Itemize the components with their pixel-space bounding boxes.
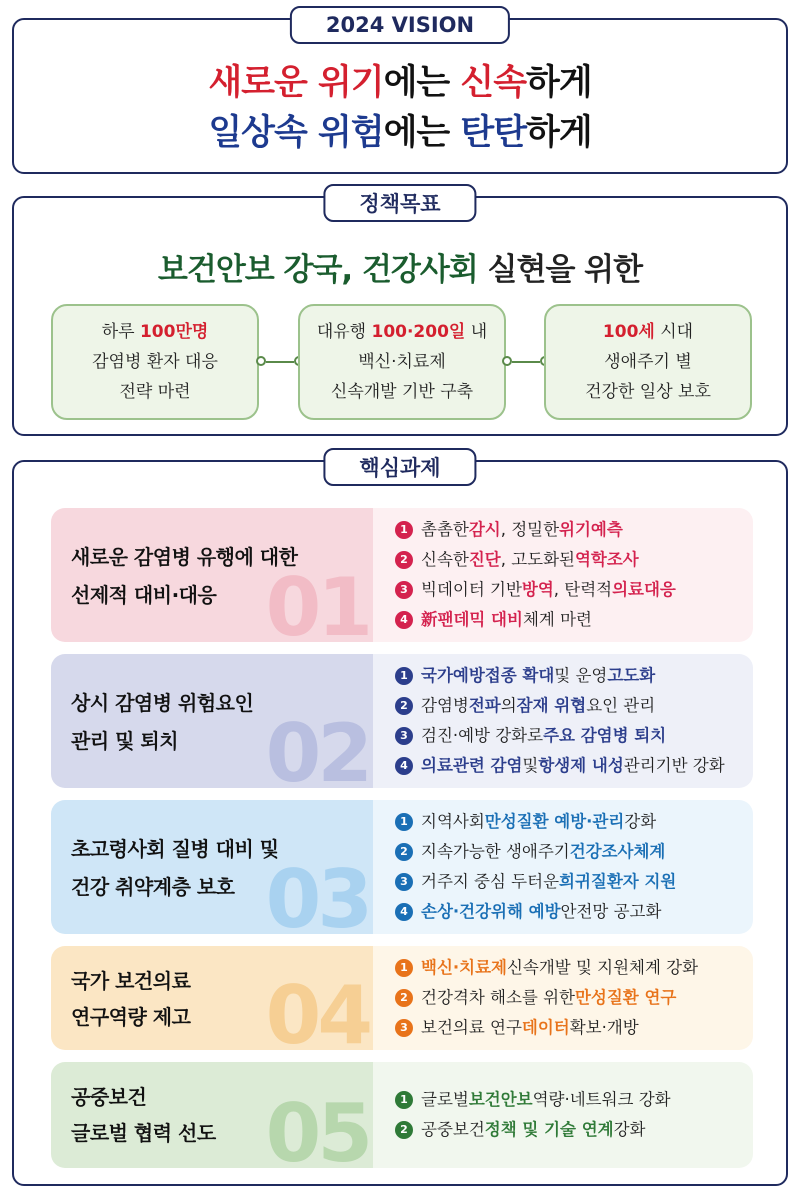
task-items-list bbox=[373, 1062, 753, 1168]
item-text: , 탄력적 bbox=[553, 580, 613, 599]
connector-line bbox=[512, 361, 540, 363]
item-text: 및 운영 bbox=[554, 666, 608, 685]
task-item bbox=[395, 751, 753, 781]
policy-goal-title: 보건안보 강국, 건강사회 실현을 위한 bbox=[157, 252, 643, 288]
task-title: 연구역량 제고 bbox=[71, 1005, 191, 1029]
core-task-1 bbox=[51, 508, 753, 642]
highlight-text: 만성질환 연구 bbox=[574, 988, 677, 1007]
core-task-3 bbox=[51, 800, 753, 934]
connector-dot bbox=[502, 356, 512, 366]
number-badge: 3 bbox=[395, 727, 413, 745]
item-text: 빅데이터 기반 bbox=[421, 580, 522, 599]
task-item bbox=[395, 983, 753, 1013]
highlight-text: 데이터 bbox=[521, 1018, 570, 1037]
vision-line-2: 일상속 위험에는 탄탄하게 bbox=[208, 113, 592, 153]
task-title: 초고령사회 질병 대비 및 bbox=[71, 837, 279, 861]
task-item bbox=[395, 575, 753, 605]
connector-dot bbox=[256, 356, 266, 366]
item-text: 및 bbox=[522, 756, 539, 775]
task-title-area bbox=[51, 946, 373, 1050]
goal-box-3: 100세 시대 생애주기 별 건강한 일상 보호 bbox=[544, 304, 752, 420]
highlight-text: 손상·건강위해 예방 bbox=[421, 902, 561, 921]
task-item bbox=[395, 515, 753, 545]
highlight-text: 정책 및 기술 연계 bbox=[484, 1120, 614, 1139]
item-text: 지속가능한 생애주기 bbox=[421, 842, 570, 861]
vision-tab: 2024 VISION bbox=[290, 6, 510, 44]
task-title: 관리 및 퇴치 bbox=[71, 729, 179, 753]
number-badge: 4 bbox=[395, 611, 413, 629]
number-badge: 1 bbox=[395, 1091, 413, 1109]
highlight-text: 백신·치료제 bbox=[421, 958, 507, 977]
item-text: 거주지 중심 두터운 bbox=[421, 872, 560, 891]
goal-box-1: 하루 100만명 감염병 환자 대응 전략 마련 bbox=[51, 304, 259, 420]
item-text: 역량·네트워크 강화 bbox=[532, 1090, 671, 1109]
task-number: 05 bbox=[265, 1087, 369, 1168]
core-task-4 bbox=[51, 946, 753, 1050]
task-title-area bbox=[51, 800, 373, 934]
item-text: 보건의료 연구 bbox=[421, 1018, 522, 1037]
task-item bbox=[395, 1115, 753, 1145]
task-item bbox=[395, 837, 753, 867]
task-item bbox=[395, 721, 753, 751]
task-item bbox=[395, 605, 753, 635]
number-badge: 1 bbox=[395, 667, 413, 685]
core-tasks-panel bbox=[12, 456, 788, 1186]
highlight-text: 의료관련 감염 bbox=[421, 756, 523, 775]
number-badge: 1 bbox=[395, 813, 413, 831]
item-text: 지역사회 bbox=[421, 812, 485, 831]
item-text: 글로벌 bbox=[421, 1090, 469, 1109]
task-title: 선제적 대비·대응 bbox=[71, 583, 217, 607]
task-title-area bbox=[51, 1062, 373, 1168]
core-task-2 bbox=[51, 654, 753, 788]
highlight-text: 감시 bbox=[468, 520, 501, 539]
highlight-text: 고도화 bbox=[607, 666, 656, 685]
item-text: 검진·예방 강화로 bbox=[421, 726, 544, 745]
highlight-text: 국가예방접종 확대 bbox=[421, 666, 555, 685]
item-text: , 정밀한 bbox=[500, 520, 560, 539]
task-item bbox=[395, 545, 753, 575]
number-badge: 2 bbox=[395, 989, 413, 1007]
item-text: 확보·개방 bbox=[569, 1018, 639, 1037]
item-text: 체계 마련 bbox=[522, 610, 592, 629]
number-badge: 4 bbox=[395, 903, 413, 921]
goal-box-2: 대유행 100·200일 내 백신·치료제 신속개발 기반 구축 bbox=[298, 304, 506, 420]
item-text: 공중보건 bbox=[421, 1120, 485, 1139]
number-badge: 3 bbox=[395, 581, 413, 599]
vision-panel bbox=[12, 13, 788, 174]
task-items-list bbox=[373, 946, 753, 1050]
item-text: 감염병 bbox=[421, 696, 469, 715]
task-number: 02 bbox=[265, 707, 369, 788]
highlight-text: 만성질환 예방·관리 bbox=[484, 812, 625, 831]
highlight-text: 전파 bbox=[468, 696, 501, 715]
task-title: 공중보건 bbox=[71, 1085, 147, 1109]
vision-line-1: 새로운 위기에는 신속하게 bbox=[208, 63, 592, 103]
number-badge: 3 bbox=[395, 1019, 413, 1037]
task-title-area bbox=[51, 654, 373, 788]
task-title: 상시 감염병 위험요인 bbox=[71, 691, 254, 715]
item-text: 강화 bbox=[624, 812, 657, 831]
number-badge: 2 bbox=[395, 697, 413, 715]
task-item bbox=[395, 897, 753, 927]
number-badge: 3 bbox=[395, 873, 413, 891]
highlight-text: 주요 감염병 퇴치 bbox=[543, 726, 667, 745]
highlight-text: 역학조사 bbox=[574, 550, 639, 569]
item-text: 신속개발 및 지원체계 강화 bbox=[506, 958, 699, 977]
task-item bbox=[395, 691, 753, 721]
highlight-text: 新팬데믹 대비 bbox=[421, 610, 523, 629]
highlight-text: 방역 bbox=[521, 580, 554, 599]
policy-goal-panel bbox=[12, 192, 788, 436]
core-tasks-tab: 핵심과제 bbox=[323, 448, 476, 486]
task-item bbox=[395, 867, 753, 897]
task-number: 01 bbox=[265, 561, 369, 642]
task-items-list bbox=[373, 654, 753, 788]
task-item bbox=[395, 953, 753, 983]
number-badge: 4 bbox=[395, 757, 413, 775]
task-items-list bbox=[373, 800, 753, 934]
number-badge: 2 bbox=[395, 551, 413, 569]
item-text: 신속한 bbox=[421, 550, 469, 569]
task-title: 건강 취약계층 보호 bbox=[71, 875, 235, 899]
task-item bbox=[395, 1085, 753, 1115]
task-title: 국가 보건의료 bbox=[71, 969, 191, 993]
item-text: 강화 bbox=[613, 1120, 646, 1139]
highlight-text: 항생제 내성 bbox=[538, 756, 624, 775]
number-badge: 1 bbox=[395, 959, 413, 977]
highlight-text: 진단 bbox=[468, 550, 501, 569]
number-badge: 2 bbox=[395, 1121, 413, 1139]
task-item bbox=[395, 661, 753, 691]
number-badge: 1 bbox=[395, 521, 413, 539]
highlight-text: 희귀질환자 지원 bbox=[559, 872, 677, 891]
task-title-area bbox=[51, 508, 373, 642]
task-number: 03 bbox=[265, 853, 369, 934]
item-text: 안전망 공고화 bbox=[560, 902, 662, 921]
item-text: 요인 관리 bbox=[586, 696, 656, 715]
task-item bbox=[395, 1013, 753, 1043]
item-text: , 고도화된 bbox=[500, 550, 575, 569]
task-item bbox=[395, 807, 753, 837]
highlight-text: 보건안보 bbox=[468, 1090, 533, 1109]
core-task-5 bbox=[51, 1062, 753, 1168]
highlight-text: 잠재 위협 bbox=[516, 696, 587, 715]
item-text: 건강격차 해소를 위한 bbox=[421, 988, 575, 1007]
highlight-text: 건강조사체계 bbox=[569, 842, 666, 861]
task-number: 04 bbox=[265, 969, 369, 1050]
policy-goal-tab: 정책목표 bbox=[323, 184, 476, 222]
highlight-text: 의료대응 bbox=[612, 580, 676, 599]
connector-line bbox=[266, 361, 294, 363]
highlight-text: 위기예측 bbox=[559, 520, 623, 539]
task-title: 글로벌 협력 선도 bbox=[71, 1121, 216, 1145]
task-items-list bbox=[373, 508, 753, 642]
item-text: 의 bbox=[500, 696, 517, 715]
item-text: 관리기반 강화 bbox=[623, 756, 725, 775]
item-text: 촘촘한 bbox=[421, 520, 469, 539]
task-title: 새로운 감염병 유행에 대한 bbox=[71, 545, 298, 569]
number-badge: 2 bbox=[395, 843, 413, 861]
